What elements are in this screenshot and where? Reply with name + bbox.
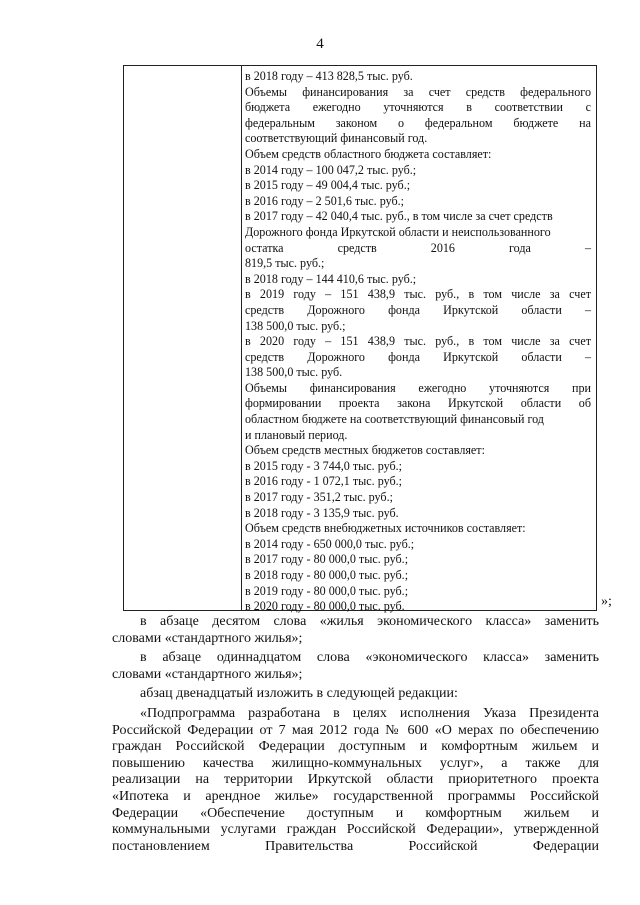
- amendment-text: [112, 614, 599, 855]
- paragraph-line: реализации на территории Иркутской области приоритетного проекта: [112, 772, 599, 788]
- paragraph-line: словами «стандартного жилья»;: [112, 666, 303, 682]
- table-text-line: в 2014 году – 100 047,2 тыс. руб.;: [245, 162, 417, 177]
- paragraph-line: «Подпрограмма разработана в целях исполнения Указа Президента: [140, 705, 599, 721]
- paragraph-line: Российской Федерации от 7 мая 2012 года № 600 «О мерах по обеспечению: [112, 722, 599, 738]
- table-text-line: Объем средств местных бюджетов составляет:: [245, 443, 485, 458]
- table-left-cell: [124, 66, 242, 610]
- table-text-line: в 2018 году – 413 828,5 тыс. руб.: [245, 69, 413, 83]
- table-text-line: в 2016 году – 2 501,6 тыс. руб.;: [245, 193, 405, 208]
- paragraph-line: граждан Российской Федерации доступным и комфортным жильем и: [112, 739, 599, 755]
- table-text-line: и плановый период.: [245, 427, 348, 442]
- table-text-line: в 2015 году - 3 744,0 тыс. руб.;: [245, 458, 403, 473]
- table-right-cell: [245, 69, 591, 615]
- paragraph-line: в абзаце одиннадцатом слова «экономического класса» заменить: [140, 650, 599, 666]
- table-text-line: 819,5 тыс. руб.;: [245, 256, 325, 271]
- table-text-line: федеральным законом о федеральном бюджете на: [245, 115, 591, 130]
- table-text-line: в 2018 году – 144 410,6 тыс. руб.;: [245, 271, 417, 286]
- table-text-line: областном бюджете на соответствующий финансовый год: [245, 412, 544, 427]
- page-number: 4: [316, 36, 324, 52]
- closing-quote-mark: »;: [601, 594, 612, 609]
- table-text-line: средств Дорожного фонда Иркутской области –: [245, 349, 591, 364]
- table-text-line: в 2016 году - 1 072,1 тыс. руб.;: [245, 474, 403, 489]
- paragraph-line: словами «стандартного жилья»;: [112, 630, 303, 646]
- paragraph-line: коммунальными услугами граждан Российской Федерации», утвержденной: [112, 822, 599, 838]
- table-text-line: бюджета ежегодно уточняются в соответствии с: [245, 100, 591, 115]
- table-text-line: в 2020 году – 151 438,9 тыс. руб., в том числе за счет: [245, 334, 591, 349]
- table-text-line: остатка средств 2016 года –: [245, 240, 591, 255]
- paragraph-line: Федерации «Обеспечение доступным и комфортным жильем и: [112, 805, 599, 821]
- table-text-line: 138 500,0 тыс. руб.;: [245, 318, 346, 333]
- table-text-line: Объем средств областного бюджета составляет:: [245, 146, 492, 161]
- table-text-line: в 2014 году - 650 000,0 тыс. руб.;: [245, 536, 415, 551]
- table-text-line: в 2018 году - 80 000,0 тыс. руб.;: [245, 568, 409, 582]
- table-text-line: в 2019 году – 151 438,9 тыс. руб., в том числе за счет: [245, 287, 591, 302]
- paragraph-line: постановлением Правительства Российской Федерации: [112, 838, 599, 854]
- table-text-line: средств Дорожного фонда Иркутской области –: [245, 302, 591, 317]
- table-text-line: соответствующий финансовый год.: [245, 131, 428, 146]
- paragraph-line: повышению качества жилищно-коммунальных услуг», а также для: [112, 755, 599, 771]
- table-text-line: в 2015 году – 49 004,4 тыс. руб.;: [245, 178, 411, 193]
- table-text-line: в 2020 году - 80 000,0 тыс. руб.: [245, 599, 405, 614]
- table-text-line: в 2017 году - 80 000,0 тыс. руб.;: [245, 552, 409, 567]
- table-text-line: Объемы финансирования ежегодно уточняются при: [245, 380, 591, 395]
- table-text-line: Объем средств внебюджетных источников составляет:: [245, 521, 526, 536]
- table-text-line: в 2017 году - 351,2 тыс. руб.;: [245, 490, 393, 505]
- table-text-line: 138 500,0 тыс. руб.: [245, 365, 343, 380]
- financing-table: [123, 65, 597, 614]
- table-text-line: формировании проекта закона Иркутской области об: [245, 396, 591, 411]
- table-text-line: Объемы финансирования за счет средств федерального: [245, 84, 591, 99]
- paragraph-line: в абзаце десятом слова «жилья экономического класса» заменить: [140, 614, 599, 629]
- table-text-line: в 2019 году - 80 000,0 тыс. руб.;: [245, 583, 409, 598]
- table-text-line: Дорожного фонда Иркутской области и неиспользованного: [245, 224, 551, 239]
- paragraph-line: абзац двенадцатый изложить в следующей редакции:: [140, 686, 458, 702]
- table-text-line: в 2018 году - 3 135,9 тыс. руб.: [245, 505, 399, 520]
- paragraph-line: «Ипотека и арендное жилье» государственной программы Российской: [112, 788, 599, 804]
- table-text-line: в 2017 году – 42 040,4 тыс. руб., в том числе за счет средств: [245, 209, 553, 224]
